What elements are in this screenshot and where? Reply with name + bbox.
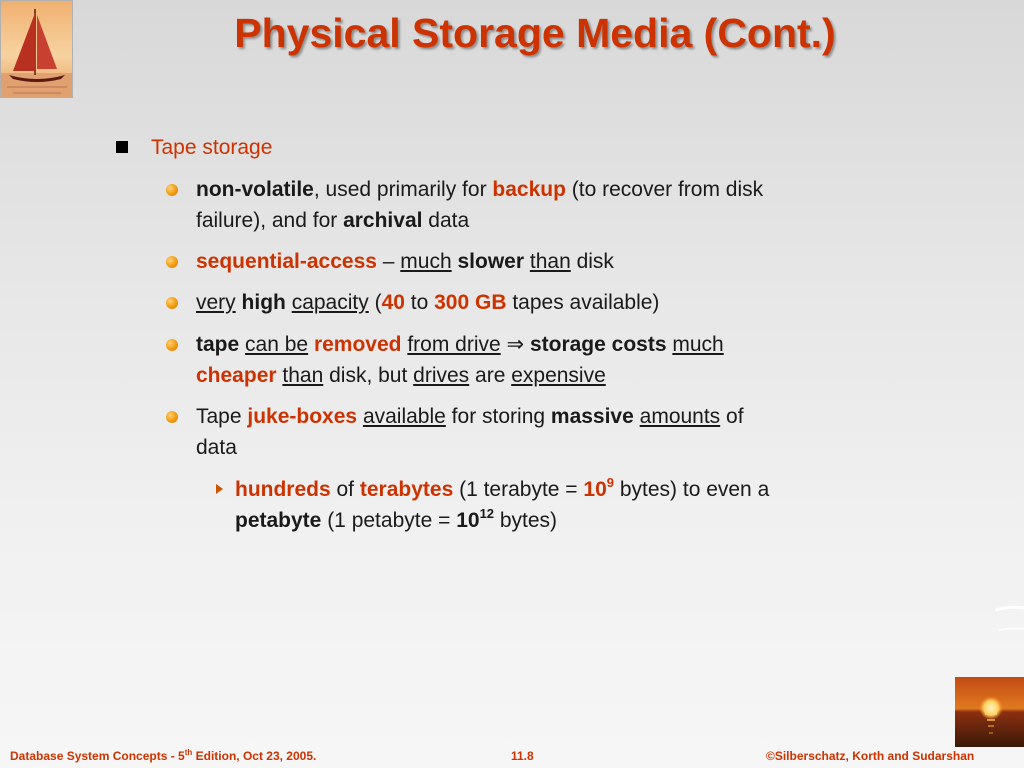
- text: for storing: [445, 405, 551, 428]
- text: drives: [413, 364, 470, 387]
- bullet-4-line-1: [196, 329, 724, 360]
- text: very: [196, 291, 236, 314]
- dot-bullet-icon: [166, 184, 178, 196]
- text: th: [184, 748, 193, 757]
- implies-symbol: ⇒: [500, 333, 530, 356]
- text: expensive: [511, 364, 606, 387]
- text: (1 petabyte =: [321, 509, 457, 532]
- decorative-swoosh: [995, 600, 1024, 640]
- text: Tape: [196, 405, 248, 428]
- bullet-1-line-1: [196, 174, 763, 205]
- text: bytes): [494, 509, 558, 532]
- arrow-bullet-icon: [216, 484, 223, 494]
- text: are: [469, 364, 512, 387]
- value-base: 10: [583, 478, 607, 501]
- text: much: [672, 333, 724, 356]
- text: –: [376, 250, 401, 273]
- text: of: [720, 405, 744, 428]
- exponent: 12: [479, 506, 495, 521]
- dot-bullet-icon: [166, 256, 178, 268]
- text: , used primarily for: [313, 178, 493, 201]
- sub-bullet-line-1: [235, 474, 769, 505]
- text: available: [362, 405, 446, 428]
- text: tapes available): [506, 291, 660, 314]
- text: (to recover from disk: [565, 178, 764, 201]
- text: to: [404, 291, 435, 314]
- text: bytes) to even a: [614, 478, 770, 501]
- dot-bullet-icon: [166, 339, 178, 351]
- text: (1 terabyte =: [453, 478, 584, 501]
- sunset-image: [955, 677, 1024, 747]
- text: capacity: [291, 291, 369, 314]
- value-300gb: 300 GB: [434, 291, 507, 314]
- bullet-3: [196, 287, 659, 318]
- bullet-4-line-2: [196, 360, 606, 391]
- sub-bullet-line-2: [235, 505, 557, 536]
- dot-bullet-icon: [166, 411, 178, 423]
- bullet-1-line-2: [196, 205, 469, 236]
- term-storage-costs: storage costs: [529, 333, 667, 356]
- text: from drive: [407, 333, 501, 356]
- dot-bullet-icon: [166, 297, 178, 309]
- term-cheaper: cheaper: [196, 364, 277, 387]
- bullet-2: [196, 246, 614, 277]
- term-juke-boxes: juke-boxes: [247, 405, 358, 428]
- exponent: 9: [606, 475, 614, 490]
- term-high: high: [241, 291, 286, 314]
- value-base: 10: [456, 509, 480, 532]
- term-slower: slower: [457, 250, 525, 273]
- term-removed: removed: [313, 333, 402, 356]
- term-backup: backup: [492, 178, 566, 201]
- term-tape: tape: [196, 333, 240, 356]
- text: Database System Concepts - 5: [10, 749, 185, 763]
- text: data: [196, 436, 237, 459]
- bullet-5-line-1: [196, 401, 744, 432]
- text: failure), and for: [196, 209, 344, 232]
- term-petabyte: petabyte: [235, 509, 322, 532]
- bullet-5-line-2: [196, 432, 237, 463]
- topic-heading: [151, 132, 272, 163]
- text: of: [330, 478, 360, 501]
- text: amounts: [639, 405, 721, 428]
- text: data: [422, 209, 470, 232]
- page-number: 11.8: [511, 749, 534, 763]
- text: disk, but: [323, 364, 414, 387]
- term-hundreds: hundreds: [235, 478, 331, 501]
- text: than: [282, 364, 324, 387]
- text: disk: [570, 250, 614, 273]
- footer-book-title: [10, 748, 316, 764]
- term-sequential-access: sequential-access: [196, 250, 377, 273]
- term-massive: massive: [550, 405, 634, 428]
- term-non-volatile: non-volatile: [196, 178, 314, 201]
- term-archival: archival: [343, 209, 423, 232]
- heading-text: Tape storage: [151, 136, 273, 159]
- value-40: 40: [381, 291, 405, 314]
- text: much: [400, 250, 452, 273]
- text: than: [529, 250, 571, 273]
- footer-copyright: ©Silberschatz, Korth and Sudarshan: [766, 749, 975, 763]
- term-terabytes: terabytes: [359, 478, 454, 501]
- text: (: [368, 291, 382, 314]
- slide-title: Physical Storage Media (Cont.): [234, 10, 836, 56]
- text: can be: [245, 333, 309, 356]
- square-bullet-icon: [116, 141, 128, 153]
- text: Edition, Oct 23, 2005.: [192, 749, 317, 763]
